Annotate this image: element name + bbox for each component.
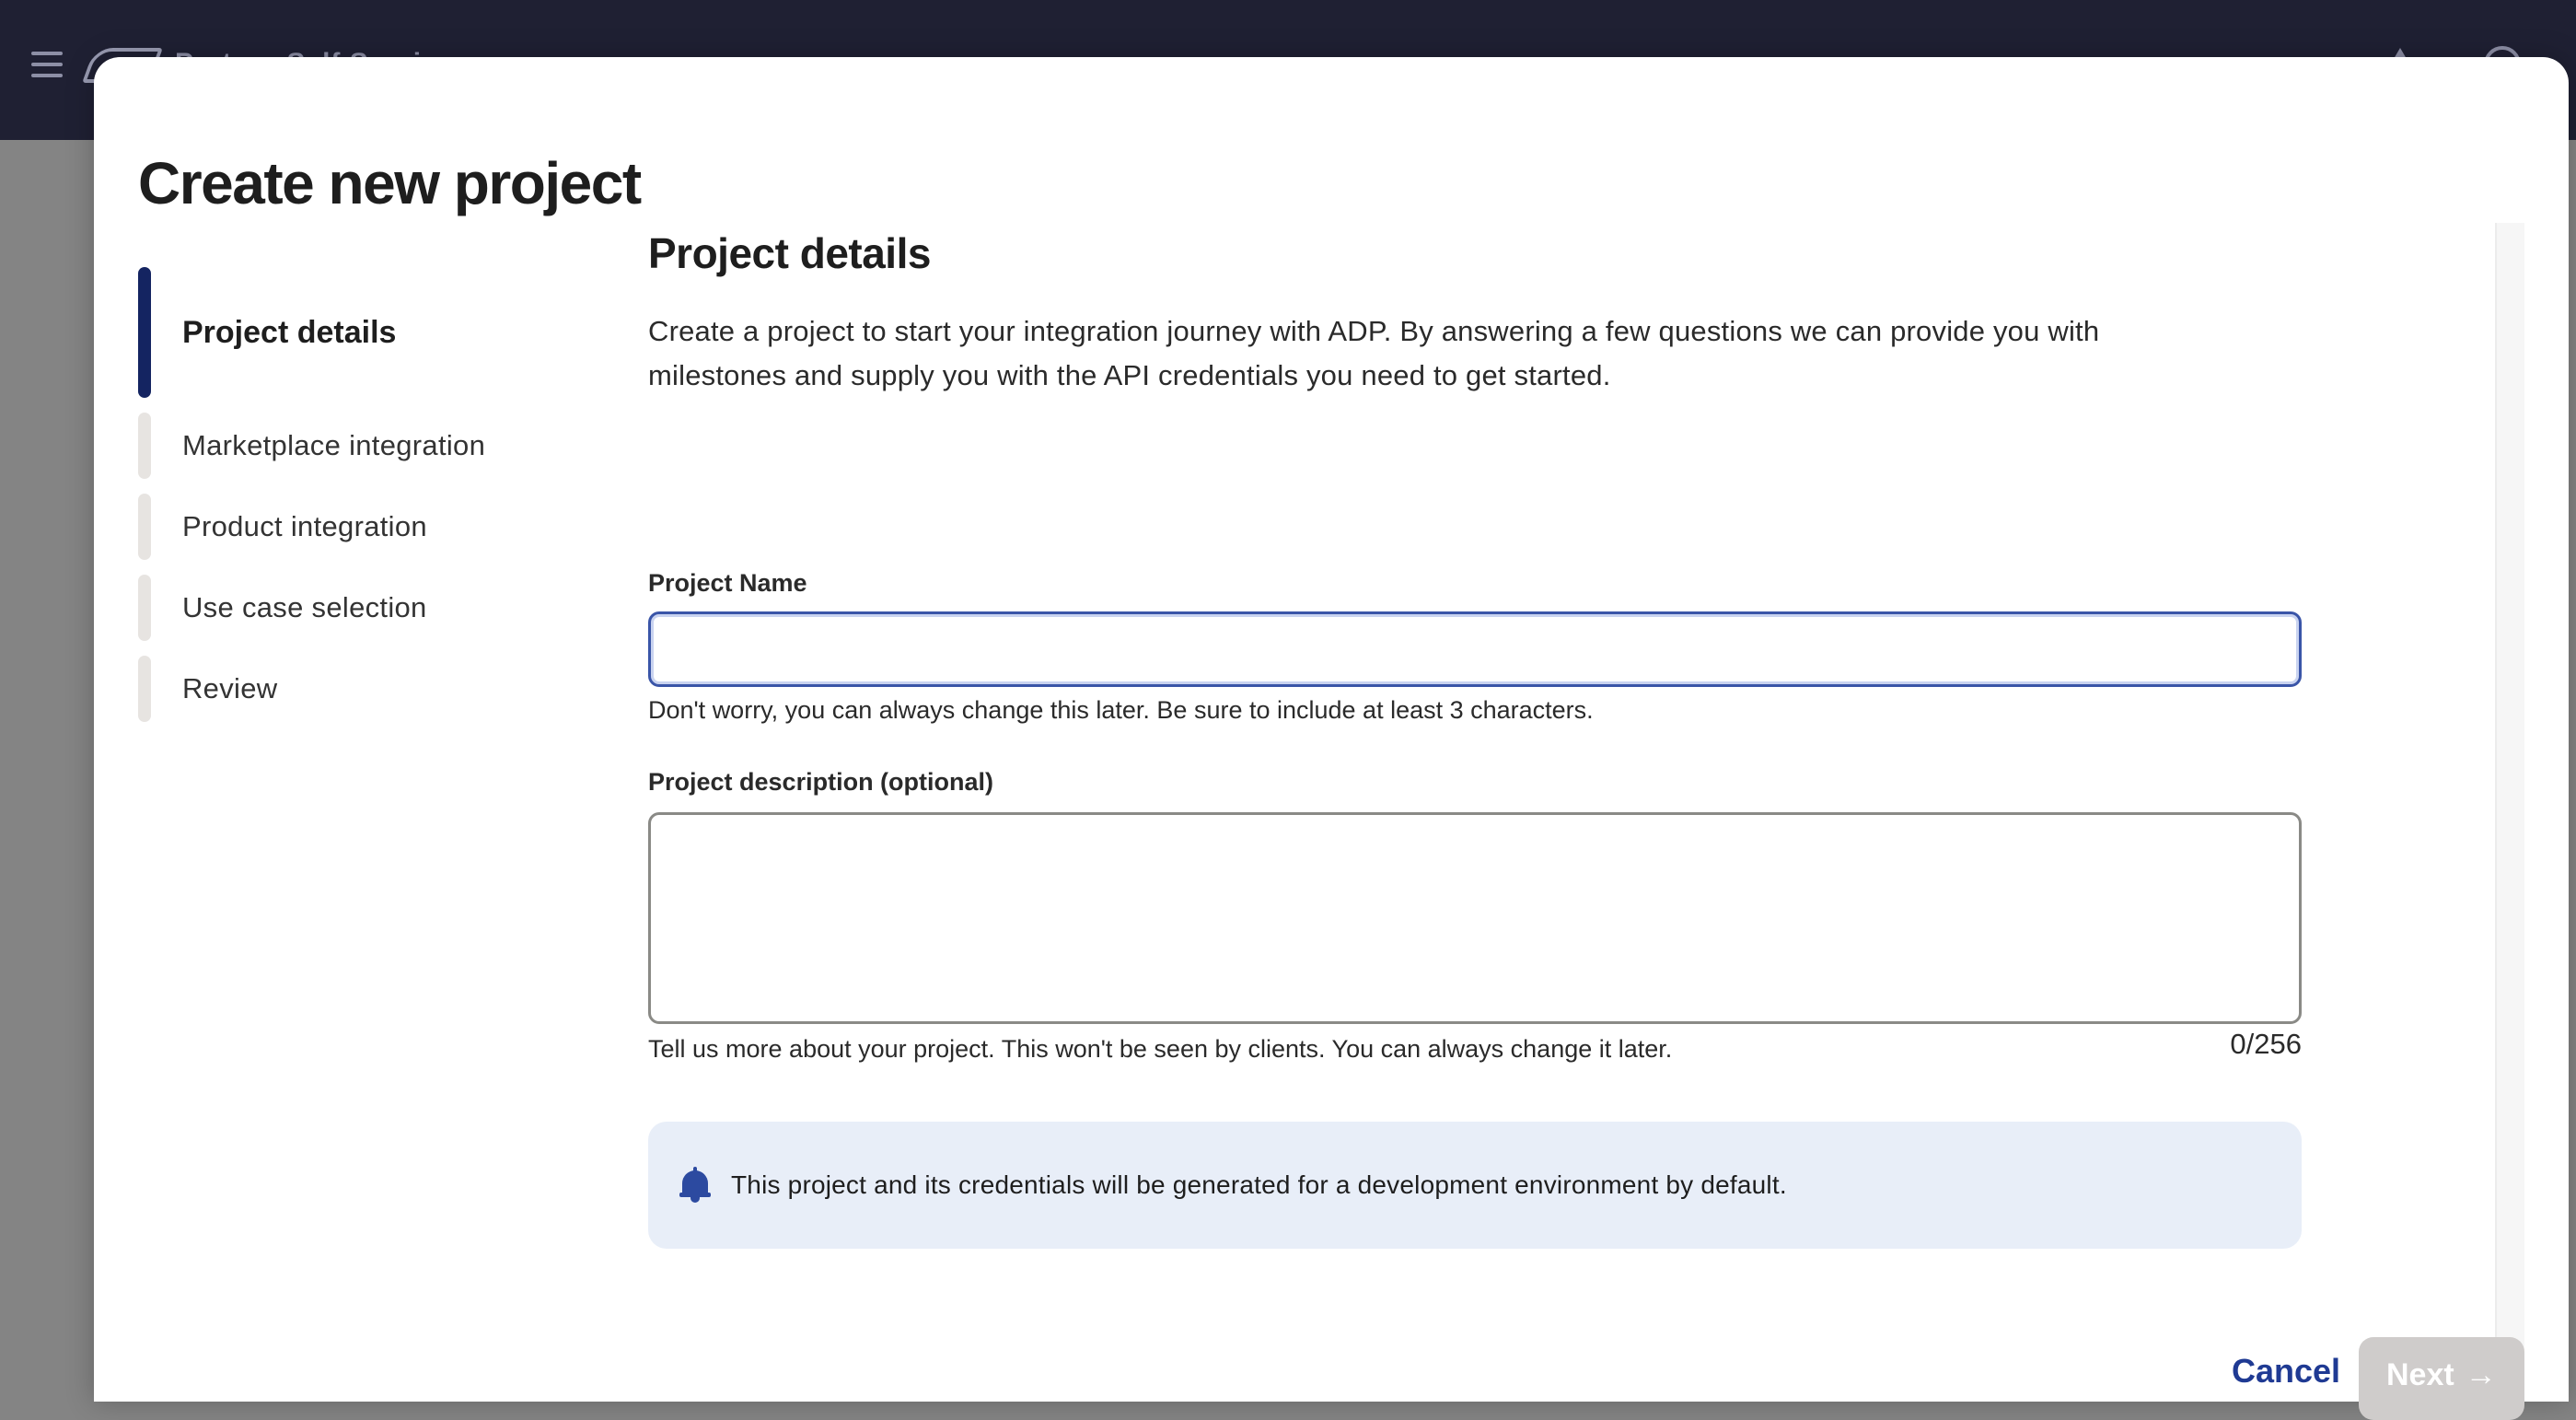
step-label: Marketplace integration [182, 429, 486, 461]
step-content [648, 228, 2302, 398]
project-description-label: Project description (optional) [648, 768, 994, 796]
notice-text: This project and its credentials will be generated for a development environment by default. [731, 1170, 1787, 1199]
info-notice [648, 1122, 2302, 1249]
next-button[interactable] [2359, 1337, 2524, 1420]
step-label: Use case selection [182, 591, 427, 623]
step-label: Product integration [182, 510, 427, 542]
intro-text [648, 309, 2302, 398]
step-indicator [138, 413, 151, 479]
menu-icon[interactable] [31, 52, 63, 77]
character-count: 0/256 [2230, 1028, 2302, 1060]
project-description-help: Tell us more about your project. This won't be seen by clients. You can always change it later. [648, 1035, 1673, 1063]
step-indicator [138, 267, 151, 398]
step-review[interactable] [138, 656, 654, 722]
project-description-input[interactable] [648, 812, 2302, 1024]
step-marketplace-integration[interactable] [138, 413, 654, 479]
project-name-help: Don't worry, you can always change this later. Be sure to include at least 3 characters. [648, 696, 1594, 724]
scrollbar[interactable] [2495, 223, 2524, 1365]
step-label: Review [182, 672, 278, 704]
modal-title: Create new project [138, 150, 641, 216]
step-product-integration[interactable] [138, 494, 654, 560]
section-title: Project details [648, 229, 931, 277]
project-name-label: Project Name [648, 569, 807, 597]
step-indicator [138, 656, 151, 722]
step-indicator [138, 575, 151, 641]
arrow-right-icon: → [2465, 1357, 2497, 1392]
stepper [138, 267, 654, 737]
cancel-button[interactable]: Cancel [2232, 1352, 2341, 1390]
step-indicator [138, 494, 151, 560]
bell-icon [679, 1167, 711, 1204]
next-button-label: Next [2386, 1357, 2454, 1392]
step-project-details[interactable] [138, 267, 654, 398]
project-name-input[interactable] [648, 611, 2302, 687]
step-label: Project details [182, 314, 397, 350]
intro-line-2: milestones and supply you with the API credentials you need to get started. [648, 359, 1611, 391]
intro-line-1: Create a project to start your integration journey with ADP. By answering a few questions we can provide you with [648, 315, 2100, 347]
step-use-case-selection[interactable] [138, 575, 654, 641]
